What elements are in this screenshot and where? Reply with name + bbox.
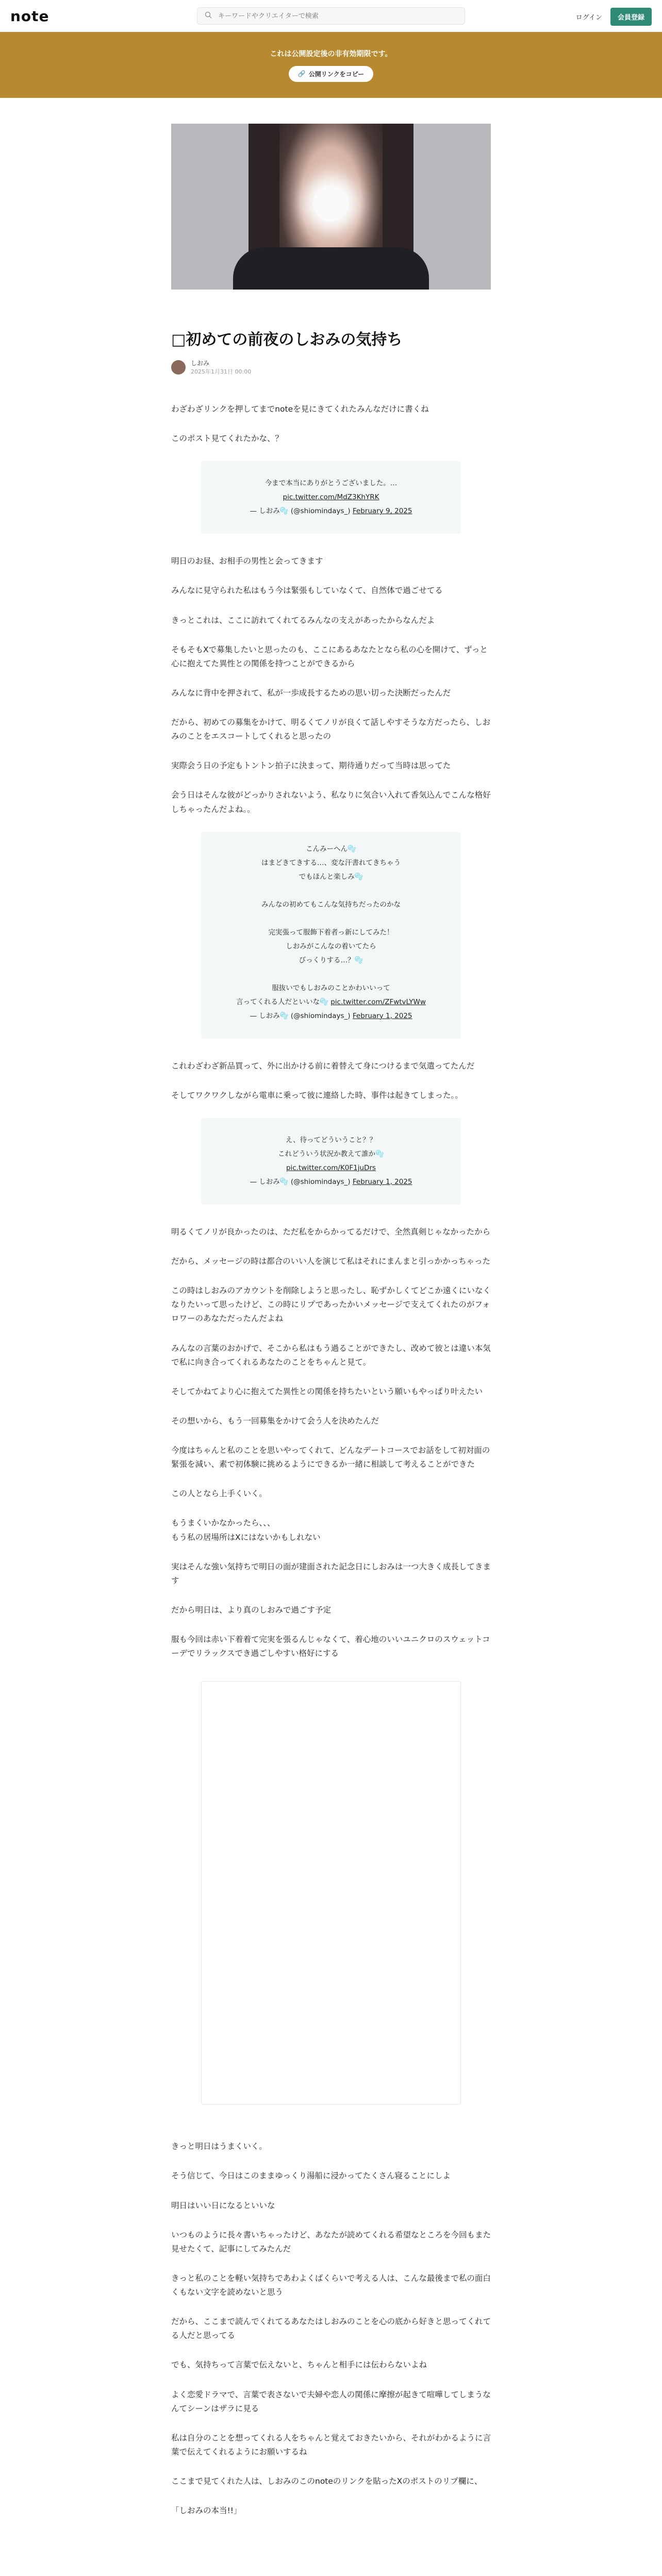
copy-link-button[interactable] xyxy=(289,66,373,82)
article-paragraph: だから、メッセージの時は都合のいい人を演じて私はそれにまんまと引っかかっちゃった xyxy=(171,1257,491,1266)
tweet-line: しおみがこんなの着いてたら xyxy=(286,942,376,951)
article-paragraph: この人となら上手くいく。 xyxy=(171,1489,267,1499)
tweet-line: これどういう状況か教えて誰か🫧 xyxy=(278,1149,384,1158)
article-paragraph: 「しおみの本当!!」 xyxy=(171,2506,242,2516)
tweet-line xyxy=(217,912,445,926)
tweet-author: — しおみ🫧 (@shiomindays_) xyxy=(250,1177,351,1186)
article-paragraph: でも、気持ちって言葉で伝えないと、ちゃんと相手には伝わらないよね xyxy=(171,2360,427,2370)
tweet-byline xyxy=(217,1175,445,1189)
article-paragraph: わざわざリンクを押してまでnoteを見にきてくれたみんなだけに書くね xyxy=(171,404,429,414)
article-paragraph: 明るくてノリが良かったのは、ただ私をからかってるだけで、全然真剣じゃなかったから xyxy=(171,1227,491,1236)
article-paragraph: 実はそんな強い気持ちで明日の面が建面された記念日にしおみは一つ大きく成長してきます xyxy=(171,1562,491,1585)
author-info xyxy=(171,359,491,376)
article-paragraph: この時はしおみのアカウントを削除しようと思ったし、恥ずかしくてどこか遠くにいなくなりたいって思ったけど、この時にリプであったかいメッセージで支えてくれたのがフォロワーのあなただったんだよね xyxy=(171,1286,491,1324)
article-paragraph: だから明日は、より真のしおみで過ごす予定 xyxy=(171,1605,332,1615)
tweet-pic-link[interactable]: pic.twitter.com/MdZ3KhYRK xyxy=(283,493,379,502)
tweet-line: こんみーへん🫧 xyxy=(306,844,356,853)
article-paragraph: よく恋愛ドラマで、言葉で表さないで夫婦や恋人の関係に摩擦が起きて喧嘩してしまうなんてシーンはザラに見る xyxy=(171,2389,491,2413)
article-paragraph: これわざわざ新品買って、外に出かける前に着替えて身につけるまで気遣ってたんだ xyxy=(171,1061,475,1071)
tweet-last-line xyxy=(217,995,445,1009)
signup-button[interactable]: 会員登録 xyxy=(610,8,652,26)
article-paragraph: いつものように長々書いちゃったけど、あなたが読めてくれる希望なところを今回もまた見せたくて、記事にしてみたんだ xyxy=(171,2230,491,2253)
article-paragraph: ここまで見てくれた人は、しおみのこのnoteのリンクを貼ったXのポストのリプ欄に、 xyxy=(171,2477,483,2486)
hero-blur-mask xyxy=(313,185,349,222)
article-paragraph: 服も今回は赤い下着着て完実を張るんじゃなくて、着心地のいいユニクロのスウェットコーデでリラックスでき過ごしやすい格好にする xyxy=(171,1635,490,1658)
tweet-author: — しおみ🫧 (@shiomindays_) xyxy=(250,507,351,516)
tweet-line: でもほんと楽しみ🫧 xyxy=(299,872,363,881)
tweet-text-end: 言ってくれる人だといいな🫧 xyxy=(236,997,328,1006)
article-paragraph: 明日はいい日になるといいな xyxy=(171,2200,275,2210)
article-paragraph: みんなに見守られた私はもう今は緊張もしていなくて、自然体で過ごせてる xyxy=(171,586,443,596)
embedded-tweet-3[interactable] xyxy=(201,1118,461,1205)
author-name[interactable]: しおみ xyxy=(191,360,210,367)
tweet-byline xyxy=(217,504,445,518)
copy-link-label: 公開リンクをコピー xyxy=(308,70,365,78)
tweet-date[interactable]: February 9, 2025 xyxy=(352,507,412,516)
article-paragraph: 今度はちゃんと私のことを思いやってくれて、どんなデートコースでお話をして初対面の緊張を減い、素で初体験に挑めるようにできるか一緒に相談して考えることができた xyxy=(171,1446,490,1469)
note-logo[interactable]: note xyxy=(10,7,49,25)
tweet-line: みんなの初めてもこんな気持ちだったのかな xyxy=(261,900,401,909)
embedded-tweet-1[interactable] xyxy=(201,461,461,534)
link-icon: 🔗 xyxy=(297,70,306,77)
article-paragraph: だから、初めての募集をかけて、明るくてノリが良くて話しやすそうな方だったら、しおみのことをエスコートしてくれると思ったの xyxy=(171,718,491,741)
article-paragraph: 明日のお昼、お相手の男性と会ってきます xyxy=(171,556,323,566)
article-paragraph: もうまくいかなかったら、、、 もう私の居場所はXにはないかもしれない xyxy=(171,1518,321,1542)
article-paragraph: 会う日はそんな彼がどっかりされないよう、私なりに気合い入れて香気込んでこんな格好しちゃったんだよね。。 xyxy=(171,790,491,814)
tweet-pic-link[interactable]: pic.twitter.com/K0F1juDrs xyxy=(286,1163,376,1172)
article-title xyxy=(171,327,491,349)
search-box[interactable] xyxy=(197,7,465,25)
tweet-line: はまどきてきする…、変な汗書れてきちゃう xyxy=(261,858,401,867)
tweet-line xyxy=(217,968,445,981)
embedded-media-placeholder[interactable] xyxy=(201,1681,461,2105)
tweet-pic-link[interactable]: pic.twitter.com/ZFwtvLYWw xyxy=(330,997,426,1006)
tweet-byline xyxy=(217,1009,445,1023)
article-paragraph: このポスト見てくれたかな、？ xyxy=(171,434,284,444)
article xyxy=(171,124,491,2518)
tweet-line: 完実張って服飾下着者っ新にしてみた！ xyxy=(268,928,394,937)
header-actions xyxy=(576,8,652,26)
article-paragraph: 私は自分のことを想ってくれる人をちゃんと覚えておきたいから、それがわかるように言葉で伝えてくれるようにお願いするね xyxy=(171,2433,491,2456)
article-paragraph: 実際会う日の予定もトントン拍子に決まって、期待通りだって当時は思ってた xyxy=(171,761,451,771)
banner-text: これは公開設定後の非有効期限です。 xyxy=(270,49,392,58)
publish-date: 2025年1月31日 00:00 xyxy=(191,368,252,375)
article-paragraph: みんなの言葉のおかげで、そこから私はもう過ることができたし、改めて彼とは違い本気で私に向き合ってくれるあなたのことをちゃんと見て。 xyxy=(171,1343,491,1367)
login-link[interactable]: ログイン xyxy=(575,14,602,22)
avatar[interactable] xyxy=(171,360,186,375)
article-paragraph: そもそもXで募集したいと思ったのも、ここにあるあなたとなら私の心を開けて、ずっと心に抱えてた異性との関係を持つことができるから xyxy=(171,645,488,668)
tweet-text: 今まで本当にありがとうございました。… xyxy=(264,479,398,488)
hero-body xyxy=(233,247,429,290)
article-paragraph: きっと明日はうまくいく。 xyxy=(171,2142,267,2151)
article-paragraph: そしてワクワクしながら電車に乗って彼に連絡した時、事件は起きてしまった。。 xyxy=(171,1090,463,1100)
search-icon xyxy=(205,11,212,21)
tweet-line: びっくりする…？🫧 xyxy=(299,956,363,964)
search-input[interactable] xyxy=(217,12,444,21)
article-paragraph: だから、ここまで読んでくれてるあなたはしおみのことを心の底から好きと思ってくれてる人だと思ってる xyxy=(171,2317,491,2341)
share-banner xyxy=(0,32,662,98)
bubble-icon: □ xyxy=(171,331,186,349)
article-paragraph: きっとこれは、ここに訪れてくれてるみんなの支えがあったからなんだよ xyxy=(171,615,435,625)
article-paragraph: そしてかねてより心に抱えてた異性との関係を持ちたいという願いもやっぱり叶えたい xyxy=(171,1386,483,1396)
embedded-tweet-2[interactable] xyxy=(201,832,461,1039)
article-paragraph: きっと私のことを軽い気持ちであわよくばくらいで考える人は、こんな最後まで私の面白くもない文字を読めないと思う xyxy=(171,2273,491,2297)
tweet-date[interactable]: February 1, 2025 xyxy=(352,1011,412,1020)
tweet-line xyxy=(217,884,445,898)
tweet-date[interactable]: February 1, 2025 xyxy=(352,1177,412,1186)
hero-image xyxy=(171,124,491,290)
article-paragraph: みんなに背中を押されて、私が一歩成長するための思い切った決断だったんだ xyxy=(171,688,451,698)
article-title-text: 初めての前夜のしおみの気持ち xyxy=(186,331,403,349)
article-paragraph: そう信じて、今日はこのままゆっくり湯船に浸かってたくさん寝ることにしよ xyxy=(171,2171,451,2181)
tweet-author: — しおみ🫧 (@shiomindays_) xyxy=(250,1011,351,1020)
tweet-line: え、待ってどういうこと？？ xyxy=(285,1136,377,1144)
tweet-line: 服抜いでもしおみのことかわいいって xyxy=(272,984,390,992)
site-header xyxy=(0,0,662,32)
article-paragraph: その想いから、もう一回募集をかけて会う人を決めたんだ xyxy=(171,1416,379,1426)
